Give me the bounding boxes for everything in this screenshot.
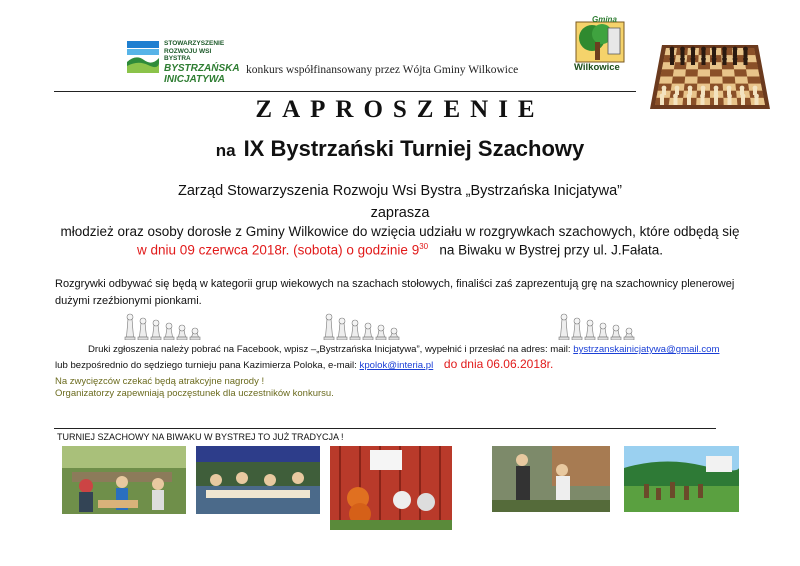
tournament-description: Rozgrywki odbywać się będą w kategorii grup wiekowych na szachach stołowych, finaliści zaś zaprezentują grę na szachownicy plenerowej dużymi rzeźbionymi pionkami. [55, 278, 735, 307]
photo-5 [624, 446, 739, 512]
subtitle-prefix: na [215, 141, 236, 160]
event-date: w dniu 09 czerwca 2018r. (sobota) o godzinie 9 [137, 242, 420, 258]
submission-info-2 [55, 357, 553, 371]
photo-1 [62, 446, 186, 514]
association-logo-text [164, 40, 240, 85]
event-time-sup: 30 [419, 242, 429, 251]
audience-line: młodzież oraz osoby dorosłe z Gminy Wilkowice do wzięcia udziału w rozgrywkach szachowych, które odbędą się [60, 224, 740, 239]
gmina-tree-icon [570, 14, 634, 72]
gmina-logo [570, 14, 634, 72]
page-title: ZAPROSZENIE [255, 96, 545, 123]
gmina-logo-top: Gmina [592, 15, 617, 24]
cofinance-note: konkurs współfinansowany przez Wójta Gminy Wilkowice [246, 64, 519, 76]
subtitle-main: IX Bystrzański Turniej Szachowy [243, 136, 585, 161]
logo-line-1: STOWARZYSZENIE [164, 40, 225, 47]
photo-2 [196, 446, 320, 514]
event-place: na Biwaku w Bystrej przy ul. J.Fałata. [439, 242, 663, 258]
date-line [0, 242, 800, 258]
email-link-referee[interactable]: kpolok@interia.pl [359, 360, 434, 371]
association-logo [126, 40, 240, 85]
logo-flag-icon [126, 40, 160, 74]
tournament-title [0, 136, 800, 162]
header-rule [54, 91, 636, 92]
footer-rule [54, 428, 716, 429]
photo-3 [330, 446, 452, 530]
photo-4 [492, 446, 610, 512]
email-link-association[interactable]: bystrzanskainicjatywa@gmail.com [573, 344, 720, 355]
logo-line-3: BYSTRZAŃSKA [164, 62, 240, 74]
prizes-note [55, 376, 334, 400]
catering-line: Organizatorzy zapewniają poczęstunek dla uczestników konkursu. [55, 388, 334, 399]
submission-info [88, 344, 719, 355]
deadline: do dnia 06.06.2018r. [443, 357, 554, 371]
tradition-caption: TURNIEJ SZACHOWY NA BIWAKU W BYSTREJ TO JUŻ TRADYCJA ! [57, 432, 344, 442]
chess-pieces-icon [323, 310, 407, 340]
prizes-line: Na zwycięzców czekać będą atrakcyjne nagrody ! [55, 376, 265, 387]
chess-pieces-icon [558, 310, 642, 340]
referee-text: lub bezpośrednio do sędziego turnieju pana Kazimierza Poloka, e-mail: [55, 360, 360, 371]
logo-line-2: ROZWOJU WSI BYSTRA [164, 47, 212, 62]
invites-word: zaprasza [370, 205, 430, 221]
gmina-logo-bottom: Wilkowice [574, 62, 620, 72]
organizer-line: Zarząd Stowarzyszenia Rozwoju Wsi Bystra „Bystrzańska Inicjatywa” [178, 183, 622, 199]
submission-text: Druki zgłoszenia należy pobrać na Facebook, wpisz –„Bystrzańska Inicjatywa”, wypełnić i przesłać na adres: mail: [88, 344, 574, 355]
logo-line-4: INICJATYWA [164, 73, 225, 85]
chess-pieces-icon [124, 310, 208, 340]
